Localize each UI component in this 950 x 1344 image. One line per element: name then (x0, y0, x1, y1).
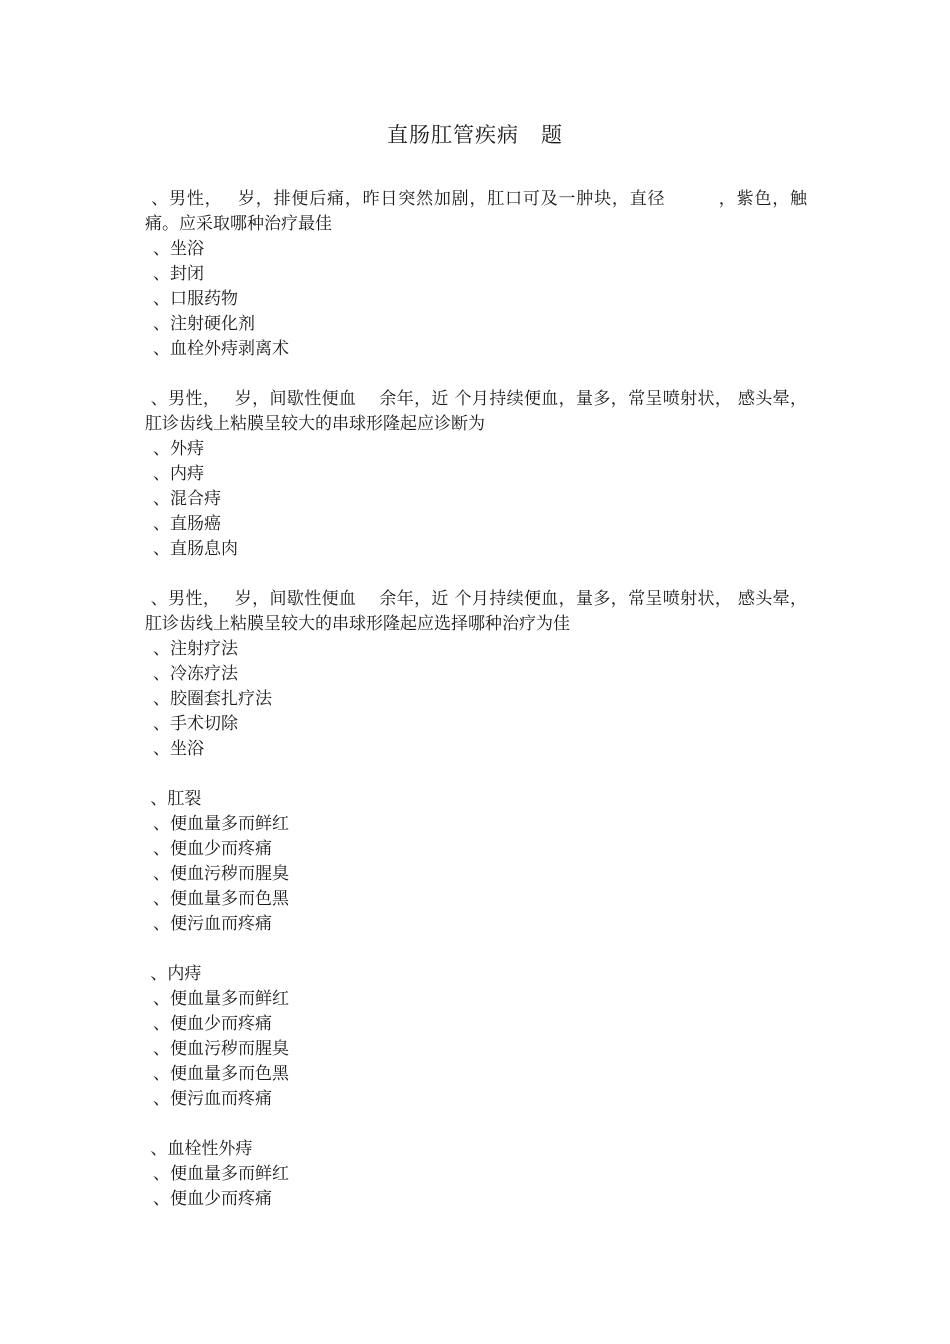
answer-option: 、便污血而疼痛 (153, 914, 272, 934)
answer-option: 、便污血而疼痛 (153, 1089, 272, 1109)
question-item (145, 962, 807, 1112)
answer-option: 、便血少而疼痛 (153, 839, 272, 859)
answer-option: 、手术切除 (153, 714, 238, 734)
question-item (145, 387, 807, 562)
answer-option: 、冷冻疗法 (153, 664, 238, 684)
answer-option: 、血栓外痔剥离术 (153, 339, 289, 359)
answer-option: 、外痔 (153, 439, 204, 459)
question-stem: 、男性， 岁，间歇性便血 余年，近 个月持续便血，量多，常呈喷射状， 感头晕，肛诊齿线上粘膜呈较大的串球形隆起应选择哪种治疗为佳 (145, 589, 807, 634)
question-item (145, 1137, 807, 1212)
answer-option: 、便血量多而鲜红 (153, 989, 289, 1009)
question-stem: 、内痔 (145, 964, 202, 984)
answer-option: 、封闭 (153, 264, 204, 284)
answer-option: 、坐浴 (153, 739, 204, 759)
answer-option: 、便血少而疼痛 (153, 1014, 272, 1034)
answer-option: 、便血量多而鲜红 (153, 1164, 289, 1184)
answer-option: 、注射硬化剂 (153, 314, 255, 334)
answer-option: 、注射疗法 (153, 639, 238, 659)
question-stem: 、血栓性外痔 (145, 1139, 253, 1159)
answer-option: 、内痔 (153, 464, 204, 484)
answer-option: 、坐浴 (153, 239, 204, 259)
answer-option: 、便血少而疼痛 (153, 1189, 272, 1209)
answer-option: 、便血量多而色黑 (153, 889, 289, 909)
question-item (145, 787, 807, 937)
question-stem: 、男性， 岁，间歇性便血 余年，近 个月持续便血，量多，常呈喷射状， 感头晕，肛诊齿线上粘膜呈较大的串球形隆起应诊断为 (145, 389, 807, 434)
question-stem: 、肛裂 (145, 789, 202, 809)
question-item (145, 587, 807, 762)
answer-option: 、便血污秽而腥臭 (153, 1039, 289, 1059)
document-title: 直肠肛管疾病 题 (387, 123, 563, 147)
question-item (145, 187, 807, 362)
question-list (145, 187, 807, 1237)
answer-option: 、便血量多而色黑 (153, 1064, 289, 1084)
answer-option: 、直肠息肉 (153, 539, 238, 559)
answer-option: 、胶圈套扎疗法 (153, 689, 272, 709)
question-stem: 、男性， 岁，排便后痛，昨日突然加剧，肛口可及一肿块，直径 ，紫色，触痛。应采取哪种治疗最佳 (145, 189, 808, 234)
answer-option: 、口服药物 (153, 289, 238, 309)
answer-option: 、便血量多而鲜红 (153, 814, 289, 834)
answer-option: 、直肠癌 (153, 514, 221, 534)
answer-option: 、便血污秽而腥臭 (153, 864, 289, 884)
answer-option: 、混合痔 (153, 489, 221, 509)
